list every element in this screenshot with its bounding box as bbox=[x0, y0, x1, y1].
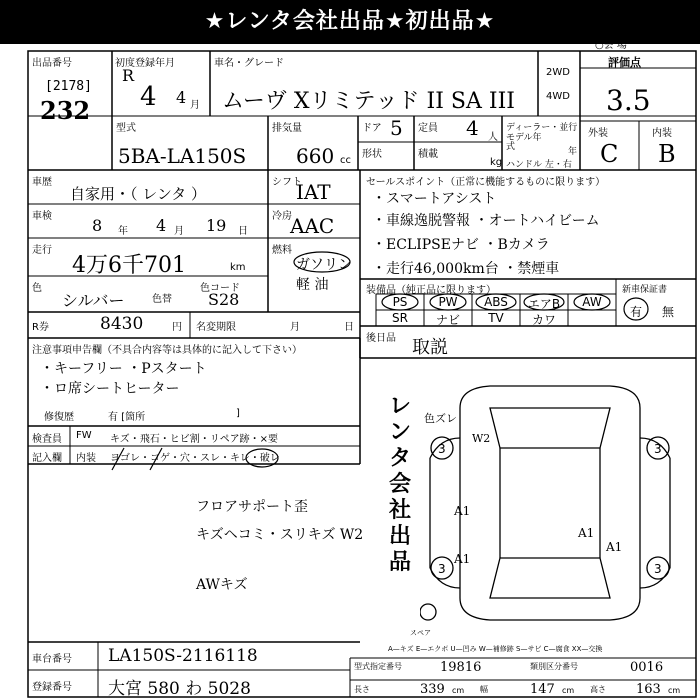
car-diagram bbox=[420, 368, 680, 638]
capacity-unit: 人 bbox=[488, 132, 498, 143]
later-items-value: 取説 bbox=[412, 337, 448, 358]
displacement-label: 排気量 bbox=[272, 123, 302, 134]
class-number-label: 類別区分番号 bbox=[530, 662, 578, 671]
lot-number: 232 bbox=[40, 96, 91, 125]
ac-label: 冷房 bbox=[272, 211, 292, 222]
first-reg-label: 初度登録年月 bbox=[115, 58, 175, 69]
repair-bracket-close: ] bbox=[236, 408, 240, 419]
ac-value: AAC bbox=[290, 214, 335, 238]
dealer-label: ディーラー・並行 bbox=[506, 123, 578, 133]
model-year-label: モデル年式 bbox=[506, 133, 542, 152]
inspector-row-1: キズ・飛石・ヒビ割・リペア跡・×要 bbox=[110, 434, 278, 445]
diagram-label-a1-bottom-left: A1 bbox=[454, 552, 471, 566]
banner-title: ★レンタ会社出品★初出品★ bbox=[0, 0, 700, 44]
equip-sr: SR bbox=[392, 311, 408, 325]
plate-value: 大宮 580 わ 5028 bbox=[108, 679, 251, 699]
fuel-label: 燃料 bbox=[272, 245, 292, 256]
drive-2wd: 2WD bbox=[546, 67, 570, 78]
inspection-label: 車検 bbox=[32, 211, 52, 222]
comment-3: AWキズ bbox=[196, 577, 248, 593]
diagram-label-a1-left: A1 bbox=[454, 504, 471, 518]
displacement-unit: cc bbox=[340, 155, 351, 166]
comment-2: キズヘコミ・スリキズ W2 bbox=[196, 527, 364, 543]
recycle-value: 8430 bbox=[100, 314, 144, 334]
equip-airbag: エアB bbox=[527, 297, 561, 311]
load-unit: kg bbox=[490, 157, 503, 168]
capacity-value: 4 bbox=[466, 116, 479, 140]
equipment-title: 装備品（純正品に限ります） bbox=[366, 285, 496, 296]
selling-line-2: ・車線逸脱警報 ・オートハイビーム bbox=[372, 213, 600, 229]
drive-4wd: 4WD bbox=[546, 91, 570, 102]
length-label: 長さ bbox=[354, 685, 370, 694]
doors-label: ドア bbox=[362, 123, 382, 134]
capacity-label: 定員 bbox=[418, 123, 438, 134]
comment-1: フロアサポート歪 bbox=[196, 499, 308, 515]
height-value: 163 bbox=[636, 682, 661, 697]
diagram-label-a1-right: A1 bbox=[578, 526, 595, 540]
repair-label: 修復歴 bbox=[44, 412, 74, 423]
equip-pw: PW bbox=[438, 295, 458, 309]
inspection-year: 8 bbox=[92, 216, 103, 235]
height-unit: cm bbox=[668, 686, 681, 695]
first-reg-month: 4 bbox=[176, 88, 187, 107]
lot-label: 出品番号 bbox=[32, 58, 72, 69]
warranty-yes: 有 bbox=[630, 305, 643, 319]
inspector-row-2: ヨゴレ・コゲ・穴・スレ・キレ・破レ bbox=[110, 453, 280, 464]
entry-label: 記入欄 bbox=[32, 453, 62, 464]
doors-value: 5 bbox=[390, 116, 403, 140]
tire-fl: 3 bbox=[438, 442, 446, 456]
fuel-oil: 軽 油 bbox=[296, 277, 329, 293]
inspection-day-unit: 日 bbox=[238, 226, 248, 237]
chassis-value: LA150S-2116118 bbox=[108, 646, 258, 666]
mileage-value: 4万6千701 bbox=[72, 253, 186, 278]
diagram-label-a1-far-right: A1 bbox=[606, 540, 623, 554]
width-unit: cm bbox=[562, 686, 575, 695]
equip-aw: AW bbox=[582, 295, 602, 309]
color-change-label: 色替 bbox=[152, 294, 172, 305]
mileage-label: 走行 bbox=[32, 245, 52, 256]
fuel-gas-circle bbox=[292, 250, 352, 274]
corner-mark: ○会 場 bbox=[595, 40, 627, 51]
car-name-label: 車名・グレード bbox=[214, 58, 284, 69]
load-label: 積載 bbox=[418, 149, 438, 160]
inspector-fw: FW bbox=[76, 430, 92, 441]
inspection-month-unit: 月 bbox=[174, 226, 184, 237]
color-value: シルバー bbox=[62, 291, 125, 310]
score-label: 評価点 bbox=[608, 56, 641, 69]
shift-label: シフト bbox=[272, 177, 302, 188]
equipment-circles bbox=[376, 292, 616, 312]
equip-navi: ナビ bbox=[435, 313, 460, 327]
color-label: 色 bbox=[32, 283, 42, 294]
type-number-label: 型式指定番号 bbox=[354, 662, 402, 671]
selling-line-1: ・スマートアシスト bbox=[372, 191, 497, 207]
plate-label: 登録番号 bbox=[32, 682, 72, 693]
selling-line-3: ・ECLIPSEナビ ・Bカメラ bbox=[372, 237, 550, 253]
history-label: 車歴 bbox=[32, 177, 52, 188]
length-value: 339 bbox=[420, 682, 445, 697]
shift-value: IAT bbox=[296, 180, 331, 204]
first-reg-era: R bbox=[122, 66, 135, 85]
warranty-no: 無 bbox=[662, 305, 675, 319]
class-number-value: 0016 bbox=[630, 660, 664, 675]
warranty-label: 新車保証書 bbox=[622, 285, 668, 295]
color-code-label: 色コード bbox=[200, 283, 240, 294]
name-change-day: 日 bbox=[344, 322, 354, 333]
chassis-label: 車台番号 bbox=[32, 654, 72, 665]
recycle-label: R券 bbox=[32, 322, 49, 333]
equip-leather: カワ bbox=[531, 313, 556, 327]
ext-score: C bbox=[600, 140, 619, 168]
displacement-value: 660 bbox=[296, 144, 335, 168]
year-unit: 年 bbox=[568, 147, 578, 157]
equip-abs: ABS bbox=[484, 295, 508, 309]
tire-fr: 3 bbox=[654, 442, 662, 456]
warranty-circle bbox=[622, 296, 652, 322]
inspector-marks bbox=[110, 444, 310, 474]
notes-title: 注意事項申告欄（不具合内容等は具体的に記入して下さい） bbox=[32, 345, 302, 356]
equip-tv: TV bbox=[488, 311, 504, 325]
color-code: S28 bbox=[208, 290, 240, 309]
damage-legend: A—キズ E—エクボ U—凹み W—補修跡 S—サビ C—腐食 XX—交換 bbox=[388, 645, 603, 653]
diagram-label-w2: W2 bbox=[472, 432, 491, 445]
tire-rl: 3 bbox=[438, 562, 446, 576]
width-value: 147 bbox=[530, 682, 555, 697]
first-reg-month-unit: 月 bbox=[190, 100, 200, 111]
first-reg-year: 4 bbox=[140, 82, 157, 112]
inspection-year-unit: 年 bbox=[118, 226, 128, 237]
handle-label: ハンドル 左・右 bbox=[506, 160, 572, 170]
equip-ps: PS bbox=[392, 295, 408, 309]
car-name: ムーヴ Xリミテッド II SA III bbox=[222, 89, 515, 114]
name-change-month: 月 bbox=[290, 322, 300, 333]
notes-line-2: ・ロ席シートヒーター bbox=[40, 381, 180, 397]
recycle-unit: 円 bbox=[172, 322, 182, 333]
int-label: 内装 bbox=[652, 128, 672, 139]
notes-line-1: ・キーフリー ・Pスタート bbox=[40, 361, 207, 377]
fuel-gas: ガソリン bbox=[296, 257, 352, 273]
model-label: 型式 bbox=[116, 123, 136, 134]
ext-label: 外装 bbox=[588, 128, 608, 139]
type-number-value: 19816 bbox=[440, 660, 482, 675]
inspection-day: 19 bbox=[206, 216, 227, 235]
width-label: 幅 bbox=[480, 685, 488, 694]
shape-label: 形状 bbox=[362, 149, 382, 160]
model-value: 5BA-LA150S bbox=[118, 144, 247, 168]
score-value: 3.5 bbox=[606, 84, 651, 117]
spare-label: スペア bbox=[410, 629, 431, 637]
selling-title: セールスポイント（正常に機能するものに限ります） bbox=[366, 177, 606, 188]
tire-rr: 3 bbox=[654, 562, 662, 576]
name-change-label: 名変期限 bbox=[196, 322, 236, 333]
height-label: 高さ bbox=[590, 685, 606, 694]
lot-sub-number: [2178] bbox=[45, 79, 92, 94]
int-score: B bbox=[658, 140, 676, 168]
later-items-label: 後日品 bbox=[366, 333, 396, 344]
inspection-month: 4 bbox=[156, 216, 167, 235]
inspector-interior: 内装 bbox=[76, 453, 96, 464]
selling-line-4: ・走行46,000km台 ・禁煙車 bbox=[372, 261, 560, 277]
diagram-label-color-shift: 色ズレ bbox=[424, 412, 457, 425]
repair-value: 有 [箇所 bbox=[108, 412, 146, 423]
inspector-label: 検査員 bbox=[32, 434, 62, 445]
history-value: 自家用・（ レンタ ） bbox=[70, 185, 207, 203]
length-unit: cm bbox=[452, 686, 465, 695]
rental-stamp: レンタ会社出品 bbox=[388, 394, 411, 575]
mileage-unit: km bbox=[230, 262, 246, 273]
